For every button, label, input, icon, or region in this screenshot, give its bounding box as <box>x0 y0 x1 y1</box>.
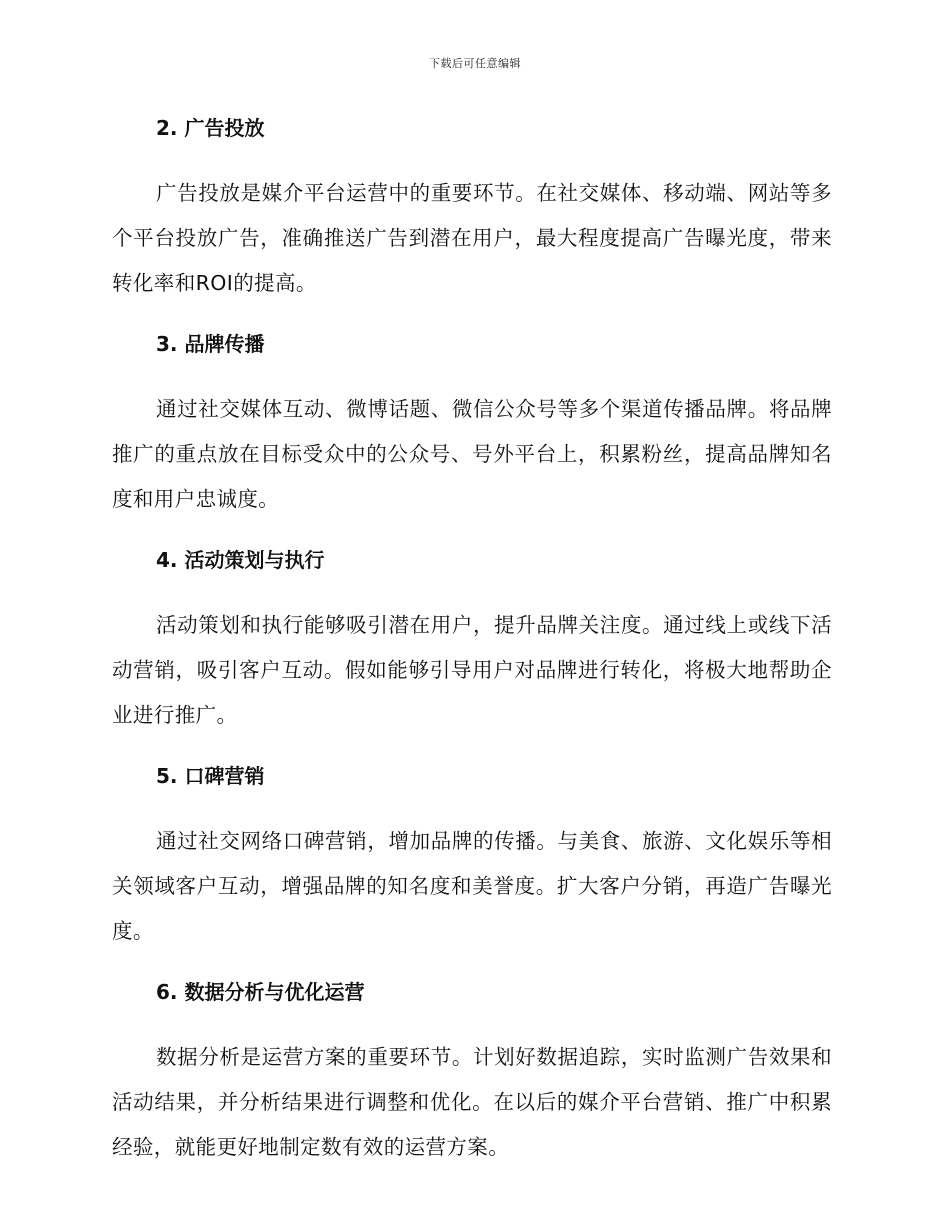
section-heading: 2. 广告投放 <box>156 116 265 140</box>
section-heading: 6. 数据分析与优化运营 <box>156 980 365 1004</box>
page-header: 下载后可任意编辑 <box>429 57 521 70</box>
section-ad-placement <box>112 113 832 329</box>
section-heading: 3. 品牌传播 <box>156 332 265 356</box>
section-word-of-mouth <box>112 761 832 977</box>
section-heading: 5. 口碑营销 <box>156 764 265 788</box>
section-paragraph: 活动策划和执行能够吸引潜在用户，提升品牌关注度。通过线上或线下活动营销，吸引客户互动。假如能够引导用户对品牌进行转化，将极大地帮助企业进行推广。 <box>112 613 832 727</box>
section-brand-communication <box>112 329 832 545</box>
document-body <box>112 113 832 1170</box>
section-event-planning <box>112 545 832 761</box>
section-paragraph: 广告投放是媒介平台运营中的重要环节。在社交媒体、移动端、网站等多个平台投放广告，准确推送广告到潜在用户，最大程度提高广告曝光度，带来转化率和ROI的提高。 <box>112 181 832 295</box>
section-heading: 4. 活动策划与执行 <box>156 548 325 572</box>
section-paragraph: 数据分析是运营方案的重要环节。计划好数据追踪，实时监测广告效果和活动结果，并分析结果进行调整和优化。在以后的媒介平台营销、推广中积累经验，就能更好地制定数有效的运营方案。 <box>112 1045 832 1159</box>
section-paragraph: 通过社交媒体互动、微博话题、微信公众号等多个渠道传播品牌。将品牌推广的重点放在目标受众中的公众号、号外平台上，积累粉丝，提高品牌知名度和用户忠诚度。 <box>112 397 832 511</box>
section-data-analysis <box>112 977 832 1170</box>
section-paragraph: 通过社交网络口碑营销，增加品牌的传播。与美食、旅游、文化娱乐等相关领域客户互动，增强品牌的知名度和美誉度。扩大客户分销，再造广告曝光度。 <box>112 829 832 943</box>
